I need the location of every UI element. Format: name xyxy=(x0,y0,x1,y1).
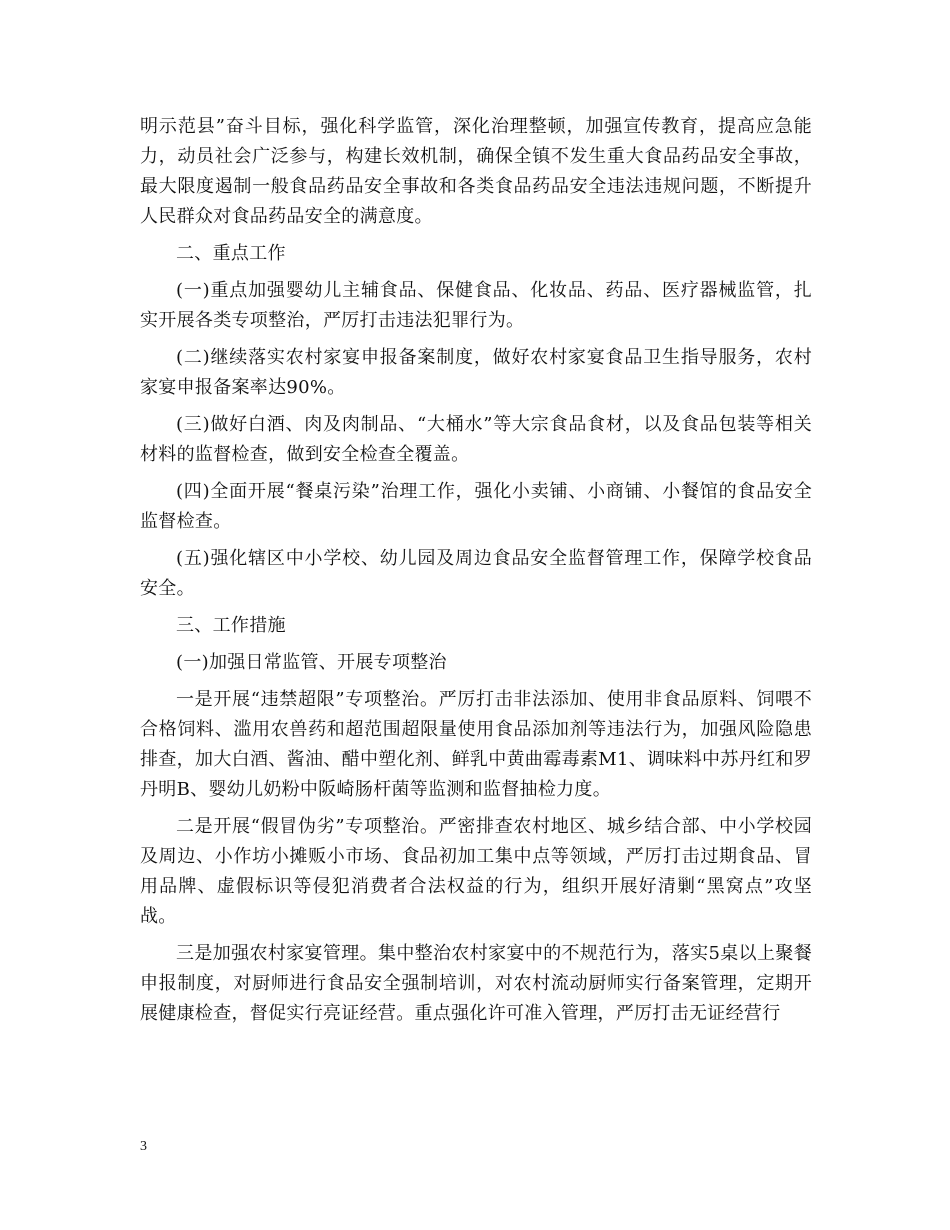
paragraph-key-work-1: (一)重点加强婴幼儿主辅食品、保健食品、化妆品、药品、医疗器械监管，扎实开展各类专项整治，严厉打击违法犯罪行为。 xyxy=(140,280,812,331)
paragraph-measure-1: 一是开展“违禁超限”专项整治。严厉打击非法添加、使用非食品原料、饲喂不合格饲料、滥用农兽药和超范围超限量使用食品添加剂等违法行为，加强风险隐患排查，加大白酒、酱油、醋中塑化剂、鲜乳中黄曲霉毒素M1、调味料中苏丹红和罗丹明B、婴幼儿奶粉中阪崎肠杆菌等监测和监督抽检力度。 xyxy=(140,689,812,800)
section-heading-measures: 三、工作措施 xyxy=(176,615,286,636)
paragraph-key-work-5: (五)强化辖区中小学校、幼儿园及周边食品安全监督管理工作，保障学校食品安全。 xyxy=(140,548,812,599)
section-heading-key-work: 二、重点工作 xyxy=(176,243,286,264)
paragraph-measure-2: 二是开展“假冒伪劣”专项整治。严密排查农村地区、城乡结合部、中小学校园及周边、小作坊小摊贩小市场、食品初加工集中点等领域，严厉打击过期食品、冒用品牌、虚假标识等侵犯消费者合法权益的行为，组织开展好清剿“黑窝点”攻坚战。 xyxy=(140,816,812,927)
paragraph-intro-continued: 明示范县”奋斗目标，强化科学监管，深化治理整顿，加强宣传教育，提高应急能力，动员社会广泛参与，构建长效机制，确保全镇不发生重大食品药品安全事故，最大限度遏制一般食品药品安全事故和各类食品药品安全违法违规问题，不断提升人民群众对食品药品安全的满意度。 xyxy=(140,116,812,227)
paragraph-key-work-4: (四)全面开展“餐桌污染”治理工作，强化小卖铺、小商铺、小餐馆的食品安全监督检查。 xyxy=(140,481,812,532)
document-body xyxy=(140,112,812,1029)
paragraph-key-work-3: (三)做好白酒、肉及肉制品、“大桶水”等大宗食品食材，以及食品包装等相关材料的监督检查，做到安全检查全覆盖。 xyxy=(140,414,812,465)
paragraph-measure-3: 三是加强农村家宴管理。集中整治农村家宴中的不规范行为，落实5桌以上聚餐申报制度，对厨师进行食品安全强制培训，对农村流动厨师实行备案管理，定期开展健康检查，督促实行亮证经营。重点强化许可准入管理，严厉打击无证经营行 xyxy=(140,943,812,1024)
subheading-daily-supervision: (一)加强日常监管、开展专项整治 xyxy=(176,652,447,673)
page-number: 3 xyxy=(140,1139,147,1154)
paragraph-key-work-2: (二)继续落实农村家宴申报备案制度，做好农村家宴食品卫生指导服务，农村家宴申报备案率达90%。 xyxy=(140,347,812,398)
